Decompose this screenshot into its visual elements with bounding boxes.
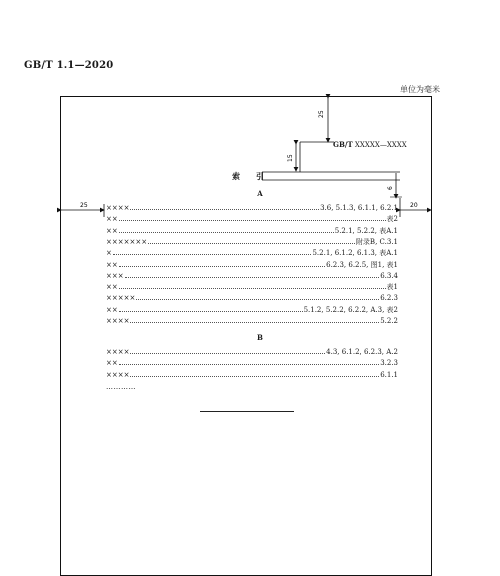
index-entry xyxy=(106,281,398,292)
header-code-number: XXXXX—XXXX xyxy=(352,141,407,149)
index-refs: 4.3, 6.1.2, 6.2.3, A.2 xyxy=(326,348,398,356)
right-margin-value: 20 xyxy=(410,202,418,209)
title-gap-value: 6 xyxy=(387,186,394,190)
index-term: ×× xyxy=(106,226,118,235)
index-entry xyxy=(106,259,398,270)
dot-leader xyxy=(136,292,379,300)
section-letter-a: A xyxy=(257,189,263,198)
index-entry xyxy=(106,304,398,315)
left-margin-value: 25 xyxy=(80,202,88,209)
index-entry xyxy=(106,315,398,326)
dot-leader xyxy=(119,281,386,289)
index-refs: 6.2.3, 6.2.5, 图1, 表1 xyxy=(326,260,398,269)
index-term: ×× xyxy=(106,283,118,292)
index-entry xyxy=(106,202,398,213)
index-refs: 6.1.1 xyxy=(380,370,398,379)
index-term: ×××× xyxy=(106,348,130,356)
index-term: ×× xyxy=(106,215,118,224)
header-gap-value: 15 xyxy=(287,154,294,162)
index-term: ×××× xyxy=(106,204,130,212)
dot-leader xyxy=(148,236,355,244)
standard-code: GB/T 1.1—2020 xyxy=(24,60,114,71)
index-refs: 5.1.2, 5.2.2, 6.2.2, A.3, 表2 xyxy=(303,305,398,314)
dot-leader xyxy=(119,213,386,221)
index-term: ×××× xyxy=(106,317,130,325)
dot-leader xyxy=(125,270,380,278)
index-term: ×××× xyxy=(106,370,130,379)
index-refs: 6.3.4 xyxy=(380,271,398,280)
index-refs: 5.2.2 xyxy=(380,317,398,325)
index-refs: 6.2.3 xyxy=(380,294,398,303)
trailing-ellipsis: ………… xyxy=(106,383,136,391)
dot-leader xyxy=(113,247,312,255)
index-title: 索引 xyxy=(232,171,280,181)
dot-leader xyxy=(130,346,325,354)
end-line xyxy=(200,411,294,412)
index-term: ×× xyxy=(106,305,118,314)
index-refs: 3.2.3 xyxy=(380,359,398,368)
index-refs: 表2 xyxy=(386,215,398,224)
index-term: ×× xyxy=(106,260,118,269)
section-letter-b: B xyxy=(257,333,263,342)
index-term: ××××××× xyxy=(106,237,148,246)
index-entry xyxy=(106,225,398,236)
dot-leader xyxy=(119,259,325,267)
index-term: ×× xyxy=(106,359,118,368)
index-term: ××× xyxy=(106,271,124,280)
index-entry xyxy=(106,213,398,224)
dot-leader xyxy=(119,225,334,233)
index-entry xyxy=(106,236,398,247)
index-entry xyxy=(106,357,398,368)
index-refs: 附录B, C.3.1 xyxy=(355,237,398,246)
index-refs: 5.2.1, 6.1.2, 6.1.3, 表A.1 xyxy=(312,249,398,258)
index-entry xyxy=(106,247,398,258)
dot-leader xyxy=(119,357,379,365)
index-entry xyxy=(106,369,398,380)
header-code-prefix: GB/T xyxy=(333,140,353,149)
index-entry xyxy=(106,270,398,281)
index-refs: 3.6, 5.1.3, 6.1.1, 6.2.1 xyxy=(320,204,398,212)
dot-leader xyxy=(130,315,379,323)
unit-note: 单位为毫米 xyxy=(400,85,440,94)
index-entry xyxy=(106,292,398,303)
dot-leader xyxy=(130,202,319,210)
index-refs: 表1 xyxy=(386,283,398,292)
index-term: × xyxy=(106,249,112,258)
header-code xyxy=(333,140,407,149)
dot-leader xyxy=(119,304,303,312)
top-margin-value: 25 xyxy=(318,110,325,118)
dot-leader xyxy=(130,369,379,377)
index-term: ××××× xyxy=(106,294,136,303)
index-entry xyxy=(106,346,398,357)
index-refs: 5.2.1, 5.2.2, 表A.1 xyxy=(334,226,398,235)
